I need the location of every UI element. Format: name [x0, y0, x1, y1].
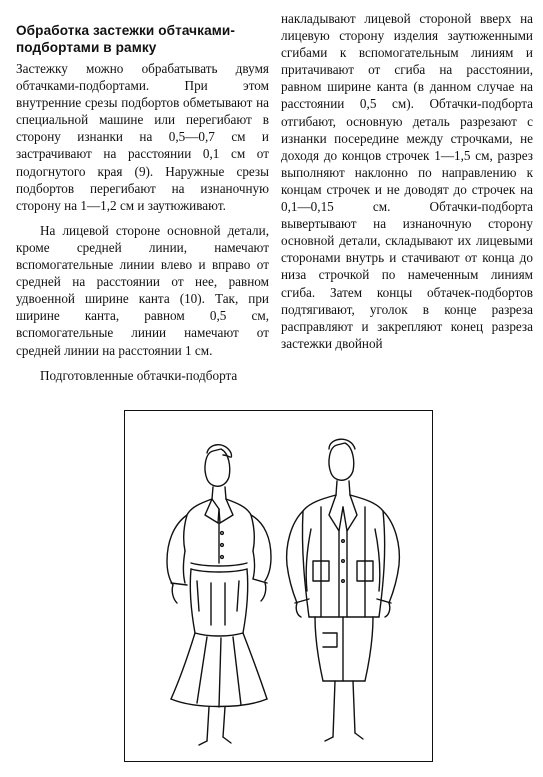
paragraph-3-continued: накладывают лицевой стороной вверх на лицевую сторону изделия заутюженными сгибами к вспомогательным линиям и притачивают от сгиба на расстоянии, равном ширине канта (в данном случае на расстоянии 0,5 см). Обтачки-подборта отгибают, основную деталь разрезают с изнанки посередине между строчками, не доходя до концов строчек 1—1,5 см, разрез выполняют наклонно по направлению к концам строчек и не доводят до строчек на 0,1—0,15 см. Обтачки-подборта вывертывают на изнаночную сторону основной детали, складывают их лицевыми сторонами внутрь и стачивают от конца до низа строчкой по намеченным линиям сгиба. Затем концы обтачек-подбортов подтягивают, уголок в конце разреза расправляют и закрепляют конец разреза застежки двойной — [281, 11, 533, 351]
paragraph-3-start: Подготовленные обтачки-подборта — [40, 367, 238, 383]
fashion-illustration-frame — [124, 410, 433, 762]
fashion-illustration — [125, 411, 431, 760]
dress-figure-illustration-icon — [167, 445, 271, 745]
heading-line-2: подбортами в рамку — [16, 40, 157, 55]
right-column — [281, 10, 533, 360]
left-column — [16, 22, 269, 392]
suit-figure-illustration-icon — [287, 439, 400, 741]
heading-line-1: Обработка застежки обтачками- — [16, 23, 235, 38]
section-heading — [16, 22, 269, 56]
paragraph-2: На лицевой стороне основной детали, кроме средней линии, намечают вспомогательные линии влево и вправо от средней на расстоянии от нее, равном удвоенной ширине канта (10). Так, при ширине канта, равном 0,5 см, вспомогательные линии намечают от средней линии на расстоянии 1 см. — [16, 222, 269, 358]
paragraph-1: Застежку можно обрабатывать двумя обтачками-подбортами. При этом внутренние срезы подбортов обметывают на специальной машине или перегибают в сторону изнанки на 0,5—0,7 см и застрачивают на расстоянии 0,1 см от подогнутого края (9). Наружные срезы подбортов перегибают на изнаночную сторону на 1—1,2 см и заутюживают. — [16, 61, 269, 213]
